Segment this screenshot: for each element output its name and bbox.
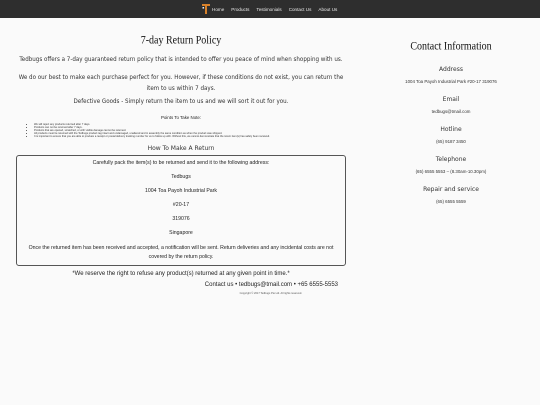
telephone-value[interactable]: (65) 6555 5553 – (8.30am-10.30pm) xyxy=(415,169,487,174)
contact-sidebar xyxy=(370,18,532,204)
hotline-heading: Hotline xyxy=(440,126,462,133)
address-value: 1004 Toa Payoh Industrial Park #20-17 319076 xyxy=(405,79,497,84)
return-company: Tedbugs xyxy=(171,174,191,181)
return-unit: #20-17 xyxy=(172,202,190,209)
policy-title: 7-day Return Policy xyxy=(140,34,222,47)
nav-menu xyxy=(212,0,337,18)
nav-item-home[interactable]: Home xyxy=(212,6,225,12)
policy-section xyxy=(14,18,348,295)
hotline-value[interactable]: (65) 9187 3450 xyxy=(436,139,466,144)
telephone-heading: Telephone xyxy=(435,156,467,163)
points-list-item: • Products can not be returned after 7 days. xyxy=(34,126,348,129)
points-title: Points To Take Note: xyxy=(160,115,202,120)
return-country: Singapore xyxy=(169,230,193,237)
repair-heading: Repair and service xyxy=(423,186,479,193)
nav-item-about-us[interactable]: About Us xyxy=(318,6,338,12)
nav-item-contact-us[interactable]: Contact Us xyxy=(288,6,312,12)
points-list xyxy=(14,123,348,138)
email-value[interactable]: tedbugs@tmail.com xyxy=(431,109,471,114)
points-list-item: • Products that are opened, scratched, or with visible damage cannot be returned. xyxy=(34,129,348,132)
return-address-box xyxy=(16,155,346,266)
nav-item-testimonials[interactable]: Testimonials xyxy=(256,6,282,12)
reserve-right-notice: *We reserve the right to refuse any product(s) returned at any given point in time.* xyxy=(72,271,290,278)
return-street: 1004 Toa Payoh Industrial Park xyxy=(145,188,217,195)
return-postal: 319076 xyxy=(172,216,190,223)
copyright: Copyright © 2017 Tedbugs Pte Ltd. All rights reserved. xyxy=(239,292,302,296)
return-notice: Once the returned item has been received and accepted, a notification will be sent. Return deliveries and any incidental costs are not covered by the return policy. xyxy=(28,245,334,261)
points-list-item: • All products must be returned with the Tedbugs product tag intact and undamaged, unaltered and in assembly the same condition as when the product was shipped. xyxy=(34,132,348,135)
top-navbar xyxy=(0,0,540,18)
points-list-item: • We will reject any products returned after 7 days. xyxy=(34,123,348,126)
repair-value[interactable]: (65) 6555 5559 xyxy=(436,199,466,204)
email-heading: Email xyxy=(442,96,460,103)
brand-logo-icon[interactable] xyxy=(202,4,210,14)
address-heading: Address xyxy=(439,66,463,73)
points-list-item: • It is important to ensure that you are able to produce a receipt or postal delivery tracking number for us to follow up with. Without this, we cannot demonstrate that the return item(s) has safely been received. xyxy=(34,135,348,138)
sidebar-title: Contact Information xyxy=(410,40,492,53)
nav-item-products[interactable]: Products xyxy=(231,6,250,12)
return-instruction: Carefully pack the item(s) to be returned and send it to the following address: xyxy=(92,160,270,167)
footer-contact-line[interactable]: Contact us • tedbugs@tmail.com • +65 6555-5553 xyxy=(204,282,338,289)
policy-best-effort: We do our best to make each purchase perfect for you. However, if these conditions do not exist, you can return the item to us within 7 days. xyxy=(18,74,344,92)
policy-intro: Tedbugs offers a 7-day guaranteed return policy that is intended to offer you peace of mind when shopping with us. xyxy=(19,56,343,63)
policy-defective-goods: Defective Goods - Simply return the item to us and we will sort it out for you. xyxy=(73,98,289,105)
howto-title: How To Make A Return xyxy=(147,145,215,153)
